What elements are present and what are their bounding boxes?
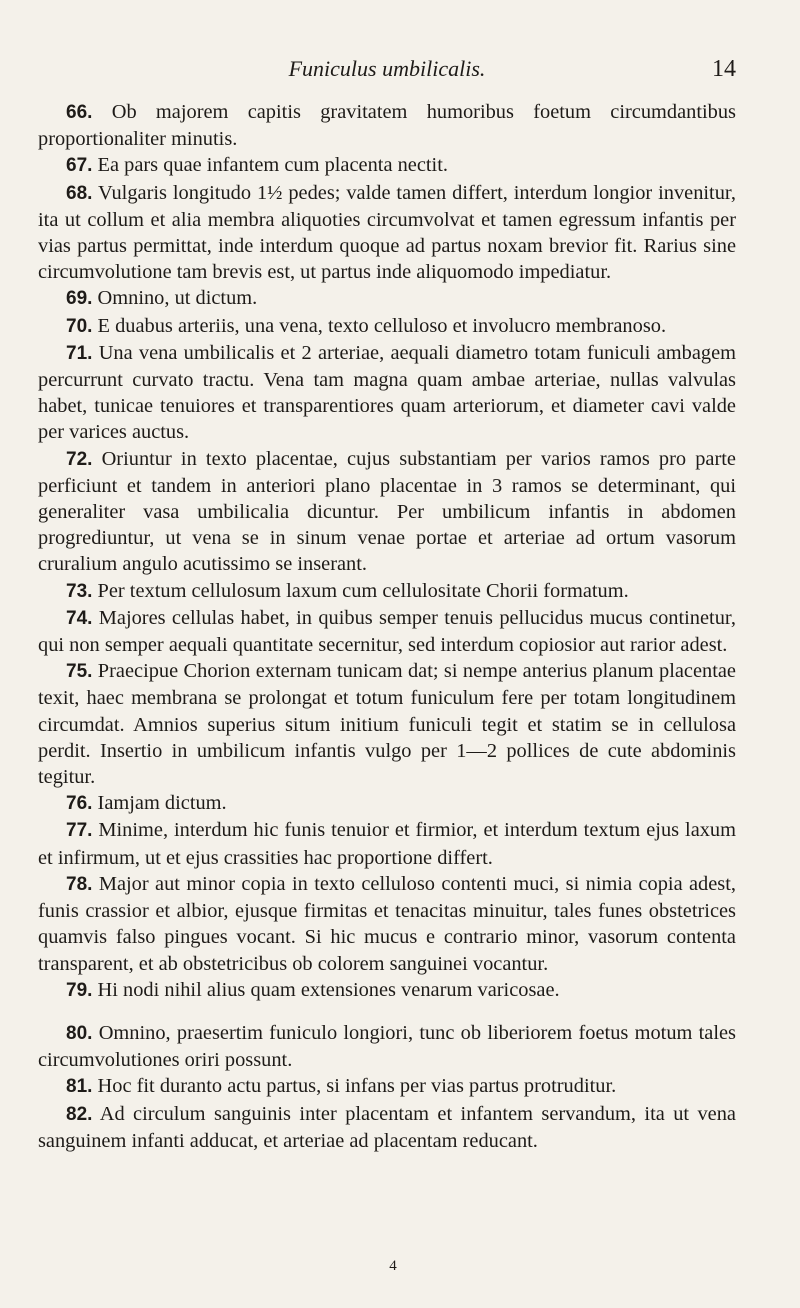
paragraph-number: 78.: [66, 873, 93, 895]
paragraph-number: 72.: [66, 448, 93, 470]
paragraph-number: 67.: [66, 155, 93, 177]
paragraph-70: [38, 313, 736, 340]
paragraph-number: 70.: [66, 315, 93, 337]
paragraph-text: Per textum cellulosum laxum cum cellulositate Chorii formatum.: [97, 579, 629, 602]
paragraph-text: Majores cellulas habet, in quibus semper tenuis pellucidus mucus continetur, qui non semper aequali quantitate secernitur, sed interdum copiosior aut rarior adest.: [38, 606, 736, 657]
paragraph-text: Praecipue Chorion externam tunicam dat; si nempe anterius planum placentae texit, haec membrana se prolongat et totum funiculum fere per totam longitudinem circumdat. Amnios superius situm initium funiculi tegit et statim se in cellulosa perdit. Insertio in umbilicum infantis vulgo per 1—2 pollices de cute abdominis tegitur.: [38, 660, 736, 789]
paragraph-68: [38, 180, 736, 286]
paragraph-text: Ea pars quae infantem cum placenta nectit.: [97, 154, 448, 177]
paragraph-number: 71.: [66, 342, 93, 364]
paragraph-number: 69.: [66, 288, 93, 310]
signature-footer: [0, 1258, 800, 1275]
page-number: 14: [712, 56, 736, 82]
paragraph-text: Major aut minor copia in texto celluloso contenti muci, si nimia copia adest, funis crassior et albior, ejusque firmitas et tenacitas minuitur, tales funes obstetrices quamvis falso pingues vocant. Si hic mucus e contrario minor, vasorum contenta transparent, et ab obstetricibus ob colorem sanguinei vocantur.: [38, 872, 736, 975]
paragraph-number: 74.: [66, 607, 93, 629]
paragraph-number: 75.: [66, 661, 93, 683]
paragraph-text: Una vena umbilicalis et 2 arteriae, aequali diametro totam funiculi ambagem percurrunt curvato tractu. Vena tam magna quam ambae arteriae, nullas valvulas habet, tunicae tenuiores et transparentiores quam arteriorum, et diameter cavi valde per varices auctus.: [38, 341, 736, 444]
paragraph-76: [38, 790, 736, 817]
paragraph-73: [38, 578, 736, 605]
paragraph-text: Hi nodi nihil alius quam extensiones venarum varicosae.: [97, 978, 560, 1001]
paragraph-71: [38, 340, 736, 446]
paragraph-78: [38, 871, 736, 977]
page-body: [38, 99, 736, 1154]
paragraph-text: Ob majorem capitis gravitatem humoribus foetum circumdantibus proportionaliter minutis.: [38, 101, 736, 151]
running-header: [38, 56, 736, 90]
paragraph-66: [38, 99, 736, 152]
paragraph-80: [38, 1020, 736, 1073]
paragraph-text: Minime, interdum hic funis tenuior et firmior, et interdum textum ejus laxum et infirmum, ut et ejus crassities hac proportione differt.: [38, 819, 736, 869]
paragraph-text: Iamjam dictum.: [97, 792, 227, 815]
paragraph-69: [38, 285, 736, 312]
paragraph-number: 81.: [66, 1076, 93, 1098]
paragraph-number: 68.: [66, 182, 93, 204]
paragraph-number: 80.: [66, 1022, 93, 1044]
paragraph-text: E duabus arteriis, una vena, texto celluloso et involucro membranoso.: [97, 314, 667, 337]
paragraph-72: [38, 446, 736, 578]
paragraph-79: [38, 977, 736, 1004]
paragraph-82: [38, 1101, 736, 1154]
paragraph-text: Ad circulum sanguinis inter placentam et infantem servandum, ita ut vena sanguinem infanti adducat, et arteriae ad placentam reducant.: [38, 1102, 736, 1152]
paragraph-number: 66.: [66, 102, 93, 123]
paragraph-75: [38, 658, 736, 790]
paragraph-text: Omnino, praesertim funiculo longiori, tunc ob liberiorem foetus motum tales circumvolutiones oriri possunt.: [38, 1021, 736, 1072]
paragraph-67: [38, 152, 736, 179]
paragraph-number: 73.: [66, 580, 93, 602]
paragraph-77: [38, 817, 736, 870]
paragraph-74: [38, 605, 736, 658]
paragraph-text: Vulgaris longitudo 1½ pedes; valde tamen differt, interdum longior invenitur, ita ut collum et alia membra aliquoties circumvolvat et tamen egressum infantis per vias partus permittat, inde interdum quoque ad partus noxam brevior fit. Rarius sine circumvolutione tam brevis est, ut partus inde aliquomodo impediatur.: [38, 181, 736, 284]
paragraph-text: Hoc fit duranto actu partus, si infans per vias partus protruditur.: [97, 1075, 617, 1098]
paragraph-number: 82.: [66, 1103, 93, 1125]
paragraph-number: 79.: [66, 979, 93, 1001]
paragraph-text: Omnino, ut dictum.: [97, 287, 258, 310]
running-title: Funiculus umbilicalis.: [288, 56, 486, 81]
paragraph-number: 76.: [66, 793, 93, 815]
paragraph-text: Oriuntur in texto placentae, cujus substantiam per varios ramos pro parte perficiunt et tandem in anteriori plano placentae in 3 ramos se determinant, qui generaliter vasa umbilicalia dicuntur. Per umbilicum infantis in abdomen progrediuntur, ut vena se in sinum venae portae et arteriae ad ortum vasorum cruralium angulo acutissimo se inserant.: [38, 447, 736, 576]
paragraph-81: [38, 1073, 736, 1100]
paragraph-number: 77.: [66, 820, 93, 842]
signature-mark: 4: [389, 1258, 397, 1274]
